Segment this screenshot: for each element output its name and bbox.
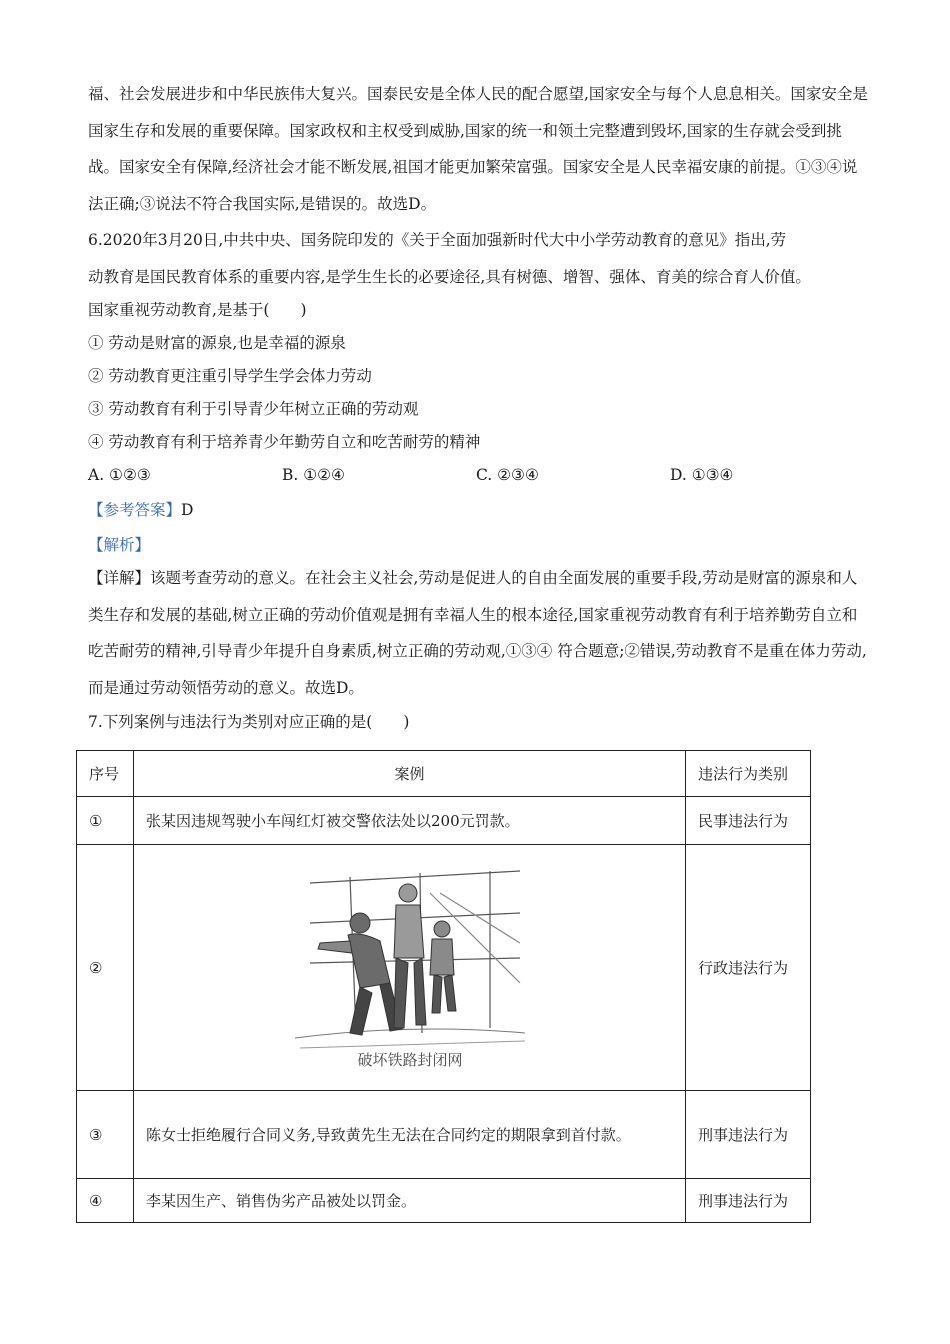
table-header-row [77, 751, 811, 797]
q6-statement-4: ④ 劳动教育有利于培养青少年勤劳自立和吃苦耐劳的精神 [88, 433, 481, 451]
row-type: 刑事违法行为 [686, 1179, 811, 1223]
q6-stem-line-1: 6.2020年3月20日,中共中央、国务院印发的《关于全面加强新时代大中小学劳动教育的意见》指出,劳 [88, 231, 787, 249]
row-num: ① [77, 797, 134, 845]
row-num: ③ [77, 1091, 134, 1179]
q6-stem-line-2: 动教育是国民教育体系的重要内容,是学生生长的必要途径,具有树德、增智、强体、育美的综合育人价值。 [88, 268, 811, 286]
row-case: 李某因生产、销售伪劣产品被处以罚金。 [134, 1179, 686, 1223]
illustration-caption: 破坏铁路封闭网 [356, 1050, 463, 1069]
q6-option-b: B. ①②④ [282, 466, 345, 484]
row-type: 行政违法行为 [686, 845, 811, 1091]
table-row [77, 797, 811, 845]
q6-stem-line-3: 国家重视劳动教育,是基于( ) [88, 301, 307, 319]
table-row [77, 1091, 811, 1179]
row-case: 张某因违规驾驶小车闯红灯被交警依法处以200元罚款。 [134, 797, 686, 845]
answer-label: 【参考答案】 [88, 501, 182, 519]
row-type: 刑事违法行为 [686, 1091, 811, 1179]
q7-case-table [76, 750, 811, 1223]
q6-statement-2: ② 劳动教育更注重引导学生学会体力劳动 [88, 367, 372, 385]
header-type: 违法行为类别 [686, 751, 811, 797]
row-num: ④ [77, 1179, 134, 1223]
q6-option-d: D. ①③④ [670, 466, 734, 484]
table-row [77, 845, 811, 1091]
q6-detail-paragraph: 【详解】该题考查劳动的意义。在社会主义社会,劳动是促进人的自由全面发展的重要手段,劳动是财富的源泉和人类生存和发展的基础,树立正确的劳动价值观是拥有幸福人生的根本途径,国家重视劳动教育有利于培养勤劳自立和吃苦耐劳的精神,引导青少年提升自身素质,树立正确的劳动观,①③④ 符合题意;②错误,劳动教育不是重在体力劳动,而是通过劳动领悟劳动的意义。故选D。 [88, 569, 867, 697]
q6-statement-3: ③ 劳动教育有利于引导青少年树立正确的劳动观 [88, 400, 419, 418]
row-case-image-cell [134, 845, 686, 1091]
row-type: 民事违法行为 [686, 797, 811, 845]
document-body [88, 76, 868, 739]
q6-option-c: C. ②③④ [476, 466, 539, 484]
row-num: ② [77, 845, 134, 1091]
table-row [77, 1179, 811, 1223]
q6-option-a: A. ①②③ [88, 466, 151, 484]
railway-fence-illustration [290, 863, 530, 1073]
header-case: 案例 [134, 751, 686, 797]
q6-answer-line [88, 494, 868, 527]
q6-options [88, 459, 868, 492]
answer-value: D [181, 501, 194, 519]
row-case: 陈女士拒绝履行合同义务,导致黄先生无法在合同约定的期限拿到首付款。 [134, 1091, 686, 1179]
header-num: 序号 [77, 751, 134, 797]
q6-statement-1: ① 劳动是财富的源泉,也是幸福的源泉 [88, 334, 346, 352]
q7-stem: 7.下列案例与违法行为类别对应正确的是( ) [88, 713, 410, 731]
intro-paragraph: 福、社会发展进步和中华民族伟大复兴。国泰民安是全体人民的配合愿望,国家安全与每个人息息相关。国家安全是国家生存和发展的重要保障。国家政权和主权受到威胁,国家的统一和领土完整遭到毁坏,国家的生存就会受到挑战。国家安全有保障,经济社会才能不断发展,祖国才能更加繁荣富强。国家安全是人民幸福安康的前提。①③④说法正确;③说法不符合我国实际,是错误的。故选D。 [88, 85, 868, 213]
analysis-label: 【解析】 [88, 536, 151, 554]
